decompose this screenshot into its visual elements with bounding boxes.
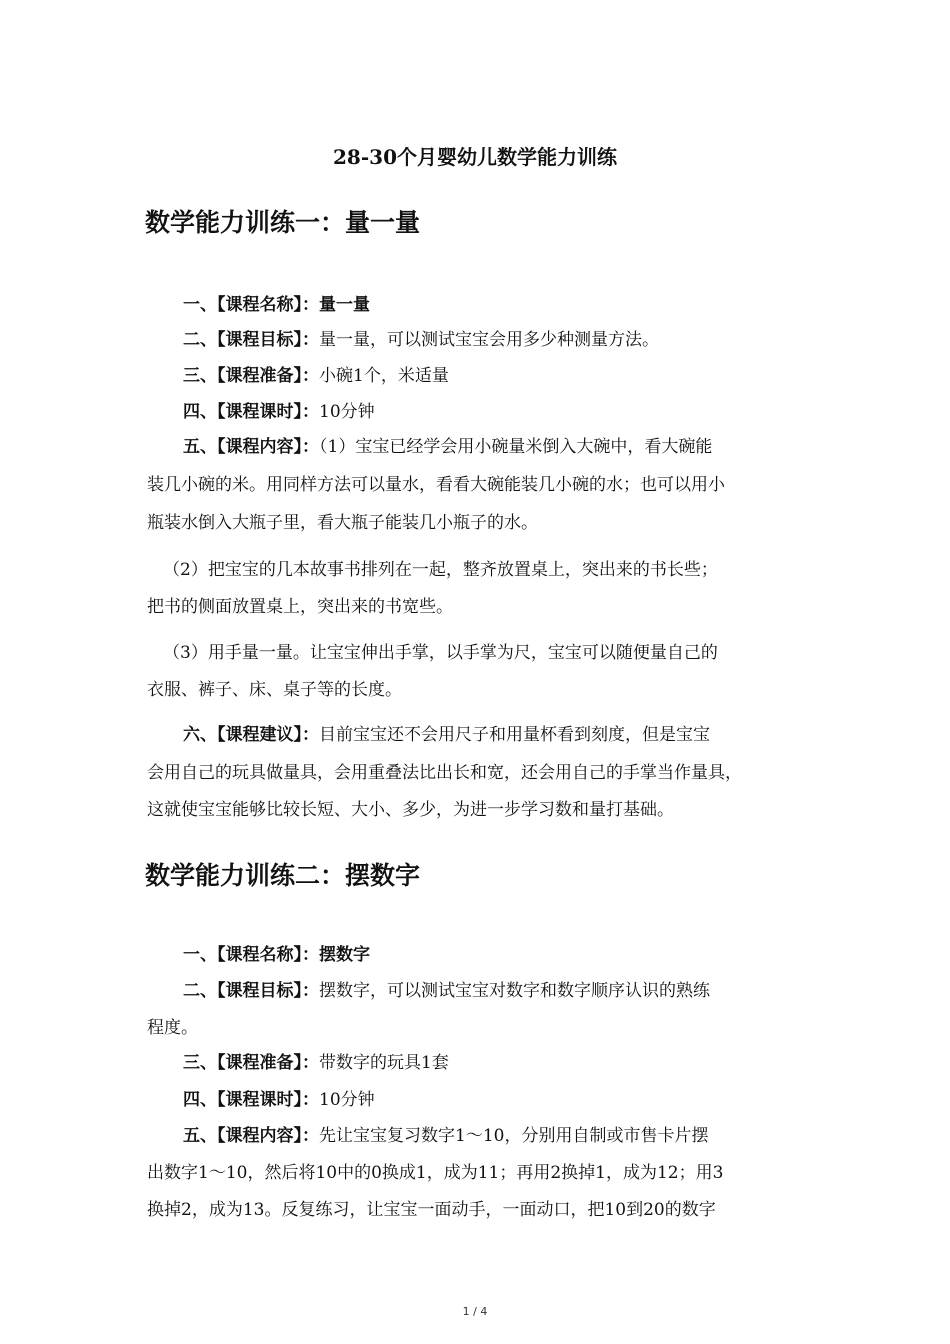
course-time-value: 10分钟 (319, 402, 375, 422)
course-name-line (183, 290, 370, 315)
content-paragraph-line: （2）把宝宝的几本故事书排列在一起，整齐放置桌上，突出来的书长些； (163, 560, 718, 580)
course-goal-label: 二、【课程目标】： (183, 330, 319, 350)
course-time-label: 四、【课程课时】： (183, 402, 319, 422)
course-content-label: 五、【课程内容】： (183, 437, 319, 457)
course-name-label: 一、【课程名称】： (183, 945, 319, 965)
course-prep-line (183, 361, 449, 386)
course-prep-value: 小碗1个，米适量 (319, 366, 449, 386)
course-goal-line (183, 325, 659, 350)
course-prep-line (183, 1048, 449, 1073)
course-time-line (183, 1085, 375, 1110)
content-paragraph-line: 装几小碗的米。用同样方法可以量水，看看大碗能装几小碗的水；也可以用小 (147, 475, 725, 495)
course-content-value: 先让宝宝复习数字1～10，分别用自制或市售卡片摆 (319, 1126, 709, 1146)
goal-continuation-line: 程度。 (147, 1018, 198, 1038)
course-time-label: 四、【课程课时】： (183, 1090, 319, 1110)
content-paragraph-line: （3）用手量一量。让宝宝伸出手掌，以手掌为尺，宝宝可以随便量自己的 (163, 643, 718, 663)
section2-heading: 数学能力训练二：摆数字 (145, 861, 421, 890)
course-name-value: 量一量 (319, 295, 370, 315)
course-prep-value: 带数字的玩具1套 (319, 1053, 449, 1073)
page-number: 1 / 4 (462, 1305, 488, 1318)
course-prep-label: 三、【课程准备】： (183, 1053, 319, 1073)
content-paragraph-line: 瓶装水倒入大瓶子里，看大瓶子能装几小瓶子的水。 (147, 513, 538, 533)
content-paragraph-line: 把书的侧面放置桌上，突出来的书宽些。 (147, 597, 453, 617)
course-content-label: 五、【课程内容】： (183, 1126, 319, 1146)
document-title: 28-30个月婴幼儿数学能力训练 (333, 145, 617, 169)
course-advice-value: 目前宝宝还不会用尺子和用量杯看到刻度，但是宝宝 (319, 725, 710, 745)
course-goal-line (183, 976, 710, 1001)
course-advice-line (183, 720, 710, 745)
content-paragraph-line: 换掉2，成为13。反复练习，让宝宝一面动手，一面动口，把10到20的数字 (147, 1200, 716, 1220)
course-advice-label: 六、【课程建议】： (183, 725, 319, 745)
course-name-line (183, 940, 370, 965)
section1-heading: 数学能力训练一：量一量 (145, 208, 421, 237)
content-paragraph-line: 出数字1～10，然后将10中的0换成1，成为11；再用2换掉1，成为12；用3 (147, 1163, 724, 1183)
course-content-line (183, 432, 712, 457)
course-goal-label: 二、【课程目标】： (183, 981, 319, 1001)
advice-paragraph-line: 这就使宝宝能够比较长短、大小、多少，为进一步学习数和量打基础。 (147, 800, 674, 820)
advice-paragraph-line: 会用自己的玩具做量具，会用重叠法比出长和宽，还会用自己的手掌当作量具， (147, 763, 742, 783)
course-name-value: 摆数字 (319, 945, 370, 965)
course-goal-value: 量一量，可以测试宝宝会用多少种测量方法。 (319, 330, 659, 350)
course-goal-value: 摆数字，可以测试宝宝对数字和数字顺序认识的熟练 (319, 981, 710, 1001)
course-time-value: 10分钟 (319, 1090, 375, 1110)
course-content-line (183, 1121, 708, 1146)
course-content-value: （1）宝宝已经学会用小碗量米倒入大碗中，看大碗能 (319, 437, 713, 457)
course-name-label: 一、【课程名称】： (183, 295, 319, 315)
course-time-line (183, 397, 375, 422)
course-prep-label: 三、【课程准备】： (183, 366, 319, 386)
content-paragraph-line: 衣服、裤子、床、桌子等的长度。 (147, 680, 402, 700)
